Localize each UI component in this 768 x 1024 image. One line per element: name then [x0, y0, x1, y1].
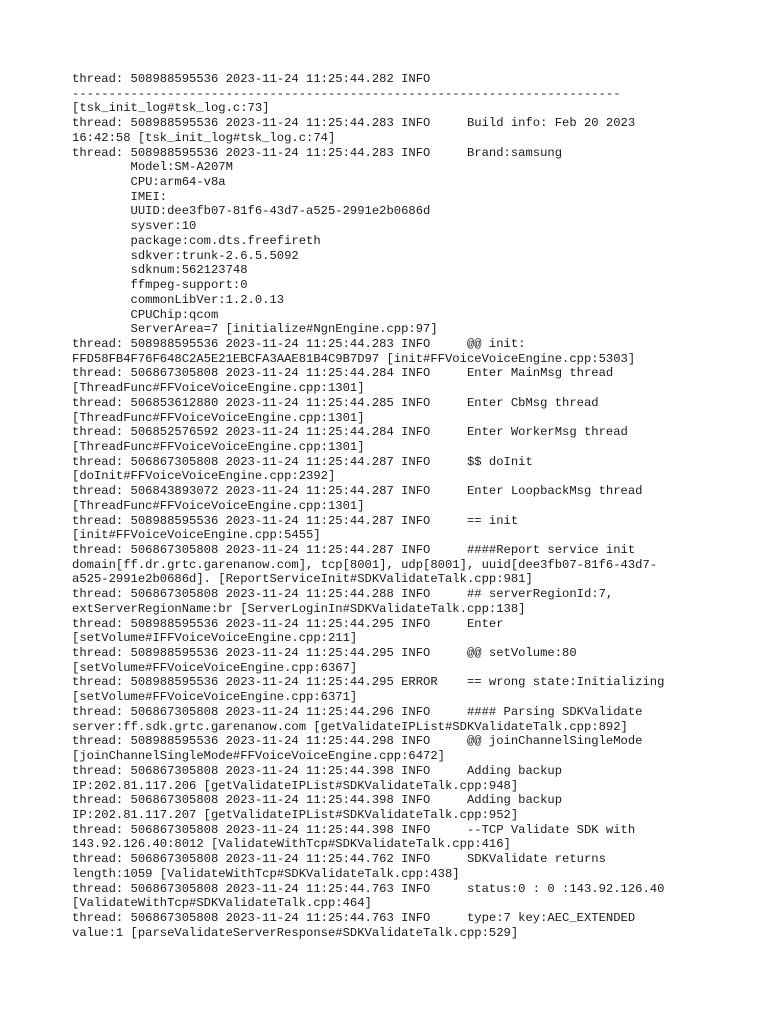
log-line: thread: 508988595536 2023-11-24 11:25:44.282 INFO: [72, 72, 431, 86]
log-line: [setVolume#IFFVoiceVoiceEngine.cpp:211]: [72, 631, 358, 646]
log-line: thread: 506867305808 2023-11-24 11:25:44.296 INFO #### Parsing SDKValidate: [72, 704, 643, 719]
log-line: sdkver:trunk-2.6.5.5092: [72, 248, 299, 263]
log-line: commonLibVer:1.2.0.13: [72, 292, 285, 307]
log-line: [setVolume#FFVoiceVoiceEngine.cpp:6371]: [72, 690, 358, 705]
log-line: a525-2991e2b0686d]. [ReportServiceInit#SDKValidateTalk.cpp:981]: [72, 572, 533, 587]
log-line: ServerArea=7 [initialize#NgnEngine.cpp:97]: [72, 322, 438, 337]
log-line: ---------------------------------------------------------------------------: [72, 86, 621, 101]
log-line: domain[ff.dr.grtc.garenanow.com], tcp[8001], udp[8001], uuid[dee3fb07-81f6-43d7-: [72, 557, 658, 572]
log-line: package:com.dts.freefireth: [72, 233, 321, 248]
log-line: [ThreadFunc#FFVoiceVoiceEngine.cpp:1301]: [72, 498, 365, 513]
log-line: thread: 508988595536 2023-11-24 11:25:44.287 INFO == init: [72, 513, 519, 528]
log-line: [ThreadFunc#FFVoiceVoiceEngine.cpp:1301]: [72, 410, 365, 425]
log-line: thread: 506853612880 2023-11-24 11:25:44.285 INFO Enter CbMsg thread: [72, 395, 599, 410]
log-line: 143.92.126.40:8012 [ValidateWithTcp#SDKValidateTalk.cpp:416]: [72, 837, 511, 852]
log-line: sysver:10: [72, 219, 197, 234]
log-line: sdknum:562123748: [72, 263, 248, 278]
log-line: thread: 508988595536 2023-11-24 11:25:44.298 INFO @@ joinChannelSingleMode: [72, 734, 643, 749]
log-line: [ThreadFunc#FFVoiceVoiceEngine.cpp:1301]: [72, 439, 365, 454]
log-line: IMEI:: [72, 189, 168, 204]
log-line: thread: 508988595536 2023-11-24 11:25:44.283 INFO Build info: Feb 20 2023: [72, 116, 636, 131]
log-line: thread: 506843893072 2023-11-24 11:25:44.287 INFO Enter LoopbackMsg thread: [72, 484, 643, 499]
log-line: thread: 508988595536 2023-11-24 11:25:44.283 INFO @@ init:: [72, 336, 526, 351]
log-line: thread: 506867305808 2023-11-24 11:25:44.287 INFO ####Report service init: [72, 543, 636, 557]
log-line: thread: 506867305808 2023-11-24 11:25:44.763 INFO type:7 key:AEC_EXTENDED: [72, 910, 636, 925]
log-line: thread: 506852576592 2023-11-24 11:25:44.284 INFO Enter WorkerMsg thread: [72, 425, 628, 440]
log-line: thread: 506867305808 2023-11-24 11:25:44.284 INFO Enter MainMsg thread: [72, 366, 614, 381]
log-line: CPU:arm64-v8a: [72, 175, 226, 190]
log-line: IP:202.81.117.207 [getValidateIPList#SDKValidateTalk.cpp:952]: [72, 807, 519, 822]
log-line: UUID:dee3fb07-81f6-43d7-a525-2991e2b0686d: [72, 204, 431, 219]
log-line: [setVolume#FFVoiceVoiceEngine.cpp:6367]: [72, 660, 358, 675]
log-line: IP:202.81.117.206 [getValidateIPList#SDKValidateTalk.cpp:948]: [72, 778, 519, 793]
log-line: thread: 506867305808 2023-11-24 11:25:44.398 INFO --TCP Validate SDK with: [72, 822, 636, 837]
log-line: thread: 506867305808 2023-11-24 11:25:44.288 INFO ## serverRegionId:7,: [72, 587, 614, 602]
log-line: thread: 506867305808 2023-11-24 11:25:44.398 INFO Adding backup: [72, 763, 563, 778]
log-line: [ValidateWithTcp#SDKValidateTalk.cpp:464]: [72, 896, 372, 911]
log-line: thread: 508988595536 2023-11-24 11:25:44.283 INFO Brand:samsung: [72, 145, 563, 160]
log-line: FFD58FB4F76F648C2A5E21EBCFA3AAE81B4C9B7D97 [init#FFVoiceVoiceEngine.cpp:5303]: [72, 351, 636, 366]
log-line: [tsk_init_log#tsk_log.c:73]: [72, 101, 270, 116]
log-line: ffmpeg-support:0: [72, 278, 248, 293]
log-line: [joinChannelSingleMode#FFVoiceVoiceEngine.cpp:6472]: [72, 749, 445, 764]
log-line: Model:SM-A207M: [72, 160, 233, 175]
log-line: server:ff.sdk.grtc.garenanow.com [getValidateIPList#SDKValidateTalk.cpp:892]: [72, 719, 628, 734]
log-line: thread: 508988595536 2023-11-24 11:25:44.295 ERROR == wrong state:Initializing: [72, 675, 665, 690]
log-line: [init#FFVoiceVoiceEngine.cpp:5455]: [72, 528, 321, 543]
log-line: thread: 506867305808 2023-11-24 11:25:44.763 INFO status:0 : 0 :143.92.126.40: [72, 881, 665, 896]
log-line: [doInit#FFVoiceVoiceEngine.cpp:2392]: [72, 469, 336, 484]
log-line: thread: 508988595536 2023-11-24 11:25:44.295 INFO Enter: [72, 616, 504, 631]
log-line: thread: 506867305808 2023-11-24 11:25:44.762 INFO SDKValidate returns: [72, 852, 606, 867]
log-text-block: [72, 72, 712, 940]
log-line: thread: 506867305808 2023-11-24 11:25:44.287 INFO $$ doInit: [72, 454, 533, 469]
log-line: extServerRegionName:br [ServerLoginIn#SDKValidateTalk.cpp:138]: [72, 601, 526, 616]
log-line: thread: 506867305808 2023-11-24 11:25:44.398 INFO Adding backup: [72, 793, 563, 808]
log-line: 16:42:58 [tsk_init_log#tsk_log.c:74]: [72, 130, 336, 145]
log-line: length:1059 [ValidateWithTcp#SDKValidateTalk.cpp:438]: [72, 866, 460, 881]
log-line: [ThreadFunc#FFVoiceVoiceEngine.cpp:1301]: [72, 381, 365, 396]
log-line: value:1 [parseValidateServerResponse#SDKValidateTalk.cpp:529]: [72, 925, 519, 940]
log-line: thread: 508988595536 2023-11-24 11:25:44.295 INFO @@ setVolume:80: [72, 646, 577, 661]
log-line: CPUChip:qcom: [72, 307, 219, 322]
